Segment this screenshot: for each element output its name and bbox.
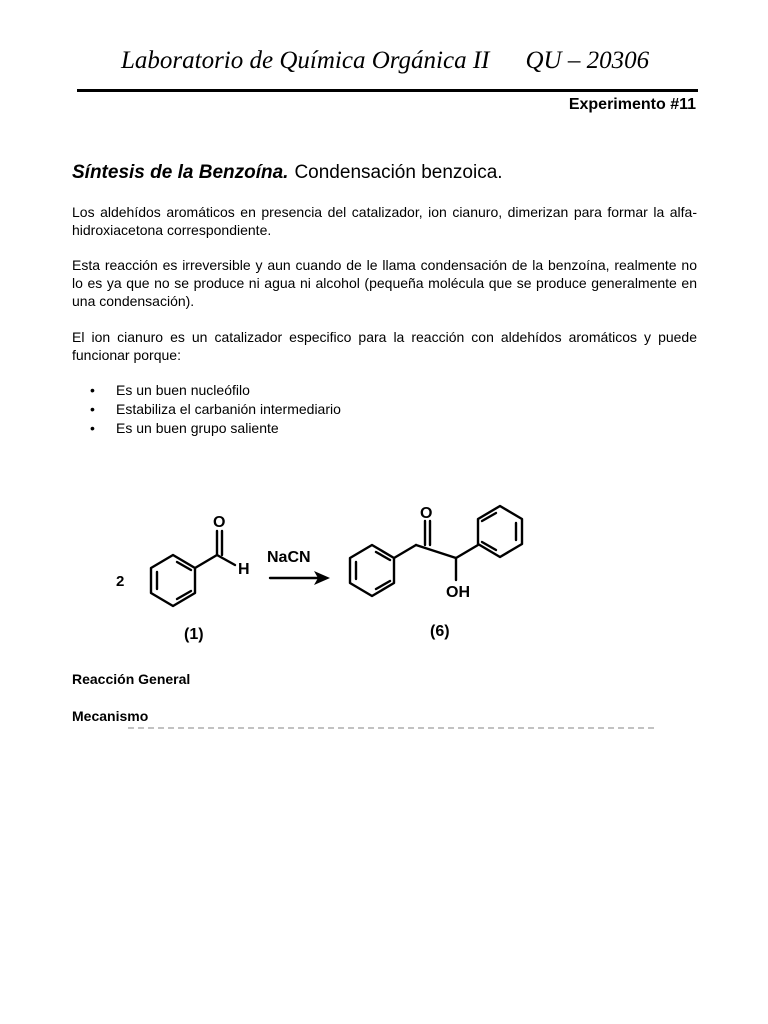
blank-page-area [0, 731, 768, 1024]
bullet-icon: • [90, 401, 95, 417]
reactant-number-label: (1) [184, 626, 204, 643]
benzene-ring-reactant [151, 555, 195, 606]
list-item-text: Es un buen nucleófilo [116, 382, 250, 398]
experiment-number: Experimento #11 [568, 96, 696, 113]
course-title: Laboratorio de Química Orgánica II [121, 47, 490, 74]
product-bond-carbonyl-choh [416, 545, 456, 558]
aldehyde-bond [195, 555, 217, 568]
reactant-oxygen-label: O [213, 514, 226, 531]
product-bond-ring-carbonyl [394, 545, 416, 558]
mechanism-heading: Mecanismo [72, 708, 149, 724]
benzoin-reaction-scheme [100, 495, 570, 655]
property-list [90, 381, 341, 438]
reagent-label: NaCN [267, 549, 311, 566]
reactant-coefficient: 2 [116, 573, 125, 590]
list-item-text: Es un buen grupo saliente [116, 420, 279, 436]
title-subtitle: Condensación benzoica. [294, 162, 503, 183]
bullet-icon: • [90, 420, 95, 436]
list-item [90, 419, 341, 438]
product-bond-choh-ring [456, 545, 478, 558]
paragraph-intro: Los aldehídos aromáticos en presencia del catalizador, ion cianuro, dimerizan para formar la alfa-hidroxiacetona correspondiente. [72, 204, 697, 238]
paragraph-catalyst: El ion cianuro es un catalizador especifico para la reacción con aldehídos aromáticos y puede funcionar porque: [72, 329, 697, 363]
paragraph-irreversible: Esta reacción es irreversible y aun cuando de le llama condensación de la benzoína, realmente no lo es ya que no se produce ni agua ni alcohol (pequeña molécula que se produce generalmente en una condensación). [72, 257, 697, 309]
header-divider [77, 89, 698, 92]
list-item-text: Estabiliza el carbanión intermediario [116, 401, 341, 417]
list-item [90, 381, 341, 400]
product-oxygen-label: O [420, 505, 433, 522]
general-reaction-heading: Reacción General [72, 671, 191, 687]
course-header [121, 44, 681, 78]
reactant-hydrogen-label: H [238, 561, 250, 578]
title-main: Síntesis de la Benzoína. [72, 162, 289, 183]
bullet-icon: • [90, 382, 95, 398]
benzene-ring-product-left [350, 545, 394, 596]
truncated-text-line [128, 727, 658, 729]
course-code: QU – 20306 [525, 47, 650, 74]
list-item [90, 400, 341, 419]
product-number-label: (6) [430, 623, 450, 640]
aldehyde-h-bond [217, 555, 235, 565]
benzene-ring-product-right [478, 506, 522, 557]
document-title [72, 161, 503, 185]
product-hydroxyl-label: OH [446, 584, 470, 601]
